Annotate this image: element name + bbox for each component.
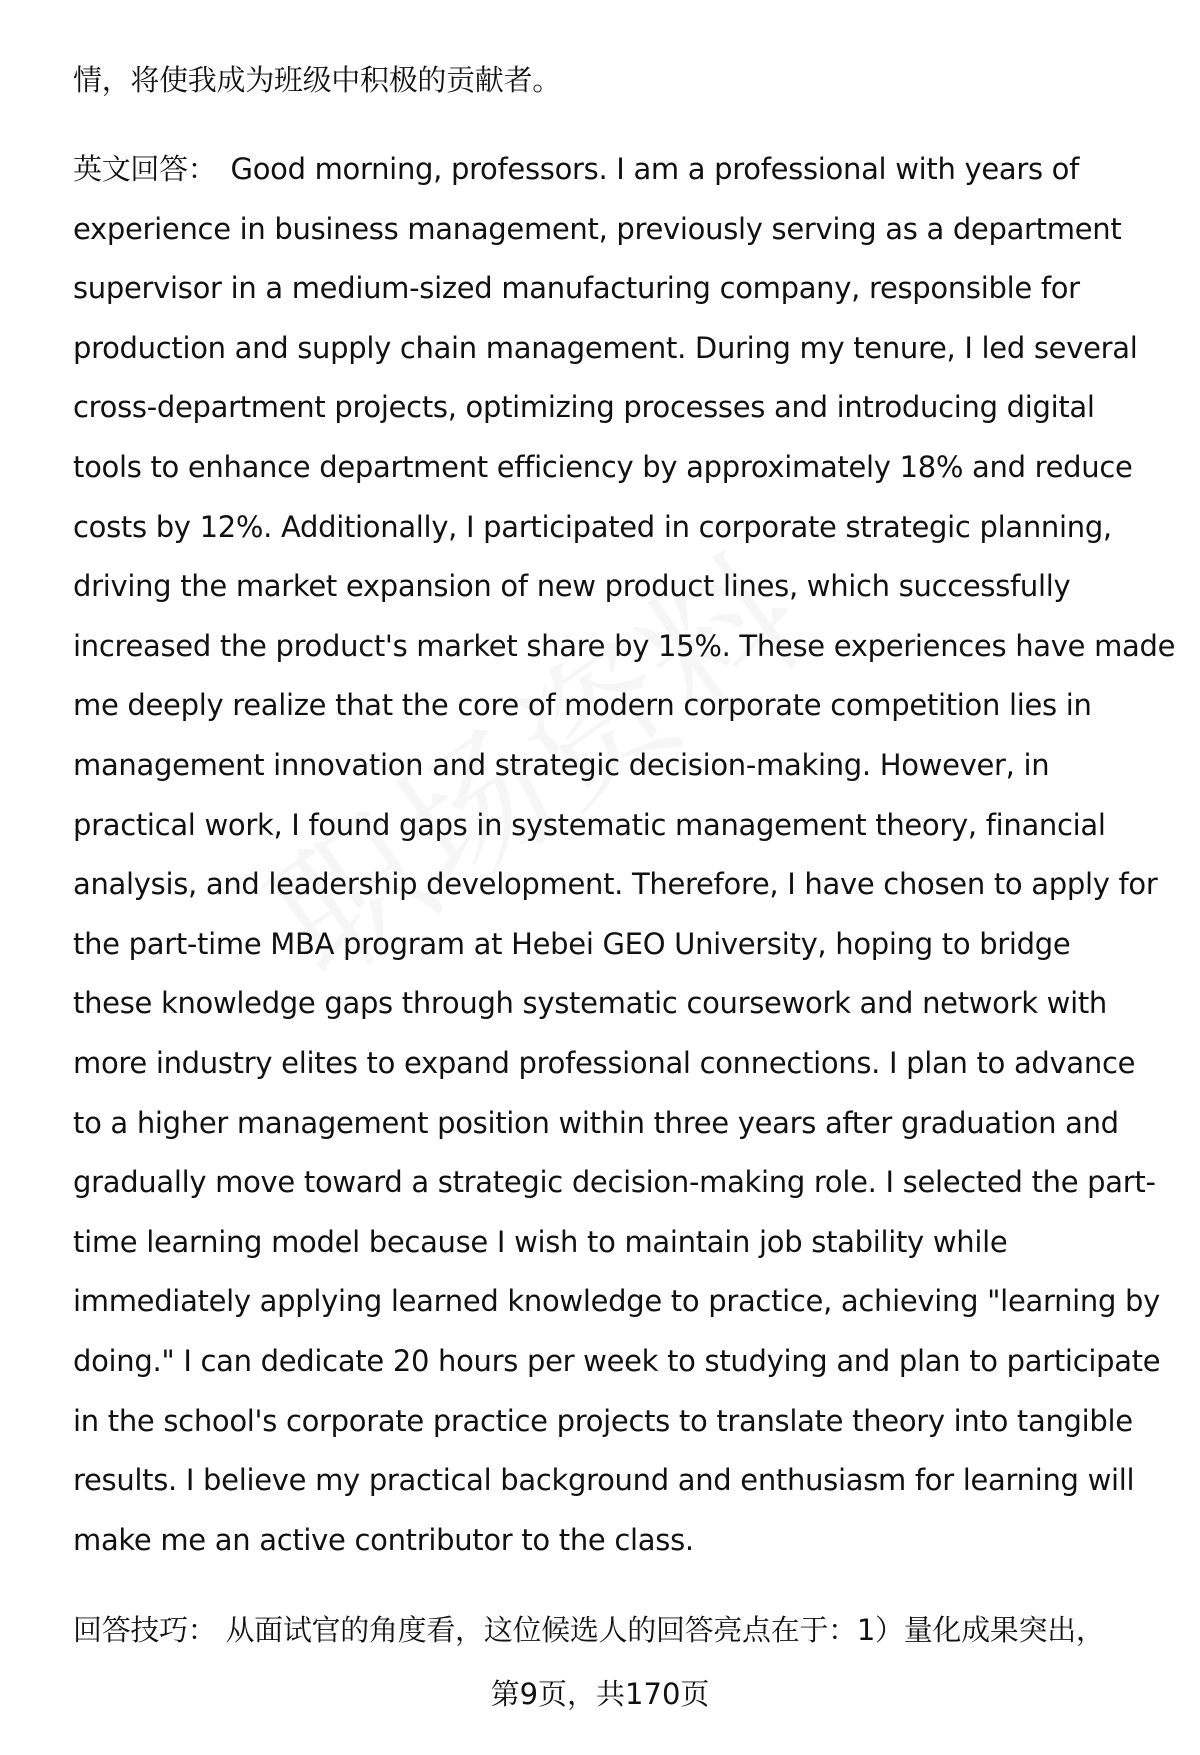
answer-line-text: cross-department projects, optimizing processes and introducing digital	[73, 390, 1095, 425]
answer-line-text: in the school's corporate practice projects to translate theory into tangible	[73, 1403, 1133, 1438]
answer-line	[73, 209, 1121, 249]
answer-line	[73, 1222, 1007, 1262]
answer-line	[73, 805, 1106, 845]
answer-line	[73, 1162, 1156, 1202]
answer-line	[73, 149, 1079, 189]
tips-label: 回答技巧：	[73, 1613, 217, 1647]
answer-line-text: me deeply realize that the core of modern corporate competition lies in	[73, 688, 1092, 723]
answer-line-text: management innovation and strategic decision-making. However, in	[73, 748, 1050, 782]
answer-line-text: gradually move toward a strategic decision-making role. I selected the part-	[73, 1165, 1156, 1200]
answer-line	[73, 745, 1049, 785]
answer-label: 英文回答：	[73, 152, 217, 186]
answer-line-text: practical work, I found gaps in systematic management theory, financial	[73, 807, 1106, 842]
tips-paragraph	[73, 1610, 1105, 1650]
answer-line	[73, 447, 1133, 487]
answer-line-text: more industry elites to expand professional connections. I plan to advance	[73, 1046, 1136, 1080]
answer-line	[73, 864, 1157, 904]
answer-line	[73, 685, 1092, 725]
answer-line-text: driving the market expansion of new product lines, which successfully	[73, 569, 1071, 604]
answer-line	[73, 328, 1137, 368]
answer-line	[73, 1103, 1119, 1143]
answer-line	[73, 1341, 1160, 1381]
answer-line-text: supervisor in a medium-sized manufacturing company, responsible for	[73, 271, 1080, 306]
answer-line	[73, 1281, 1160, 1321]
answer-line-text: make me an active contributor to the class.	[73, 1522, 694, 1557]
answer-line-text: these knowledge gaps through systematic coursework and network with	[73, 986, 1107, 1021]
answer-line-text: production and supply chain management. During my tenure, I led several	[73, 330, 1138, 365]
answer-line-text: experience in business management, previously serving as a department	[73, 211, 1122, 246]
answer-line	[73, 1460, 1134, 1500]
page-number: 第9页，共170页	[490, 1677, 710, 1711]
answer-line-text: increased the product's market share by 15%. These experiences have made	[73, 628, 1176, 663]
answer-line-text: time learning model because I wish to maintain job stability while	[73, 1224, 1008, 1259]
answer-line-text: doing." I can dedicate 20 hours per week to studying and plan to participate	[73, 1344, 1161, 1378]
intro-tail-text: 情，将使我成为班级中积极的贡献者。	[73, 63, 561, 97]
answer-line	[73, 566, 1070, 606]
answer-line-text: costs by 12%. Additionally, I participated in corporate strategic planning,	[73, 509, 1112, 544]
answer-line-text: the part-time MBA program at Hebei GEO University, hoping to bridge	[73, 926, 1071, 961]
answer-line-text: to a higher management position within three years after graduation and	[73, 1105, 1119, 1140]
answer-line	[73, 1043, 1135, 1083]
answer-line	[73, 924, 1070, 964]
answer-line	[73, 387, 1095, 427]
answer-line-text: analysis, and leadership development. Therefore, I have chosen to apply for	[73, 867, 1158, 902]
answer-line	[73, 626, 1175, 666]
answer-line	[73, 1520, 694, 1560]
answer-line-text: tools to enhance department efficiency by approximately 18% and reduce	[73, 450, 1133, 484]
tips-text: 从面试官的角度看，这位候选人的回答亮点在于：1）量化成果突出，	[225, 1613, 1105, 1647]
answer-line	[73, 507, 1112, 547]
answer-line-text: Good morning, professors. I am a professional with years of	[230, 152, 1080, 186]
answer-line	[73, 268, 1080, 308]
answer-line-text: results. I believe my practical background and enthusiasm for learning will	[73, 1463, 1135, 1498]
answer-line	[73, 1401, 1133, 1441]
answer-line-text: immediately applying learned knowledge to practice, achieving "learning by	[73, 1284, 1160, 1319]
answer-line	[73, 983, 1107, 1023]
